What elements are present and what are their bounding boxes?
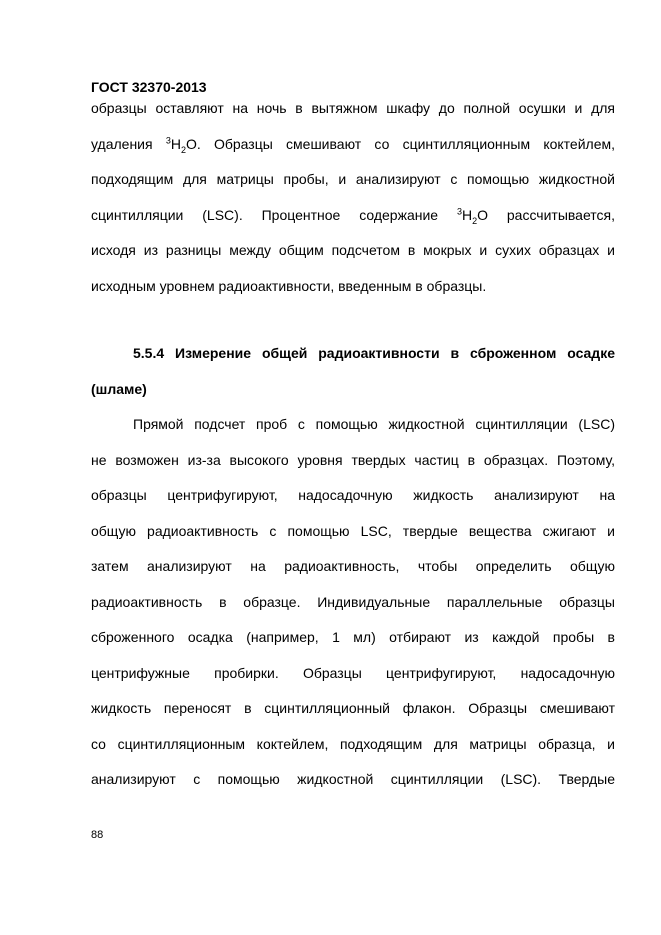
text-fragment: сцинтилляции (LSC). Процентное содержание <box>91 206 457 223</box>
text-line: исходным уровнем радиоактивности, введенным в образцы. <box>91 277 487 294</box>
text-fragment: O рассчитывается, <box>477 206 615 223</box>
superscript: 3 <box>456 205 462 216</box>
text-line: подходящим для матрицы пробы, и анализируют с помощью жидкостной <box>91 171 615 187</box>
text-fragment: удаления <box>91 135 166 152</box>
page-number: 88 <box>91 829 104 841</box>
text-fragment: O. Образцы смешивают со сцинтилляционным коктейлем, <box>185 135 615 152</box>
text-line: центрифужные пробирки. Образцы центрифугируют, надосадочную <box>91 664 615 681</box>
text-line: общую радиоактивность с помощью LSC, твердые вещества сжигают и <box>91 522 615 539</box>
text-line <box>91 198 615 234</box>
subscript: 2 <box>472 215 478 226</box>
subscript: 2 <box>180 144 186 155</box>
text-line: сброженного осадка (например, 1 мл) отбирают из каждой пробы в <box>91 629 615 645</box>
paragraph <box>91 407 615 798</box>
text-line: затем анализируют на радиоактивность, чтобы определить общую <box>91 558 615 574</box>
document-header: ГОСТ 32370-2013 <box>91 79 207 95</box>
text-line: жидкость переносят в сцинтилляционный флакон. Образцы смешивают <box>91 700 615 716</box>
text-line: анализируют с помощью жидкостной сцинтилляции (LSC). Твердые <box>91 771 615 787</box>
superscript: 3 <box>165 134 171 145</box>
text-line: со сцинтилляционным коктейлем, подходящим для матрицы образца, и <box>91 735 615 752</box>
paragraph-continuation <box>91 91 615 304</box>
heading-line: (шламе) <box>91 380 147 397</box>
text-line <box>91 127 615 163</box>
text-line: образцы центрифугируют, надосадочную жидкость анализируют на <box>91 487 615 503</box>
text-line: образцы оставляют на ночь в вытяжном шкафу до полной осушки и для <box>91 100 615 116</box>
text-line: радиоактивность в образце. Индивидуальные параллельные образцы <box>91 593 615 610</box>
text-line: Прямой подсчет проб с помощью жидкостной сцинтилляции (LSC) <box>133 416 615 432</box>
text-line: исходя из разницы между общим подсчетом в мокрых и сухих образцах и <box>91 242 615 258</box>
text-fragment: H <box>170 135 181 152</box>
section-heading <box>91 336 615 407</box>
text-line: не возможен из-за высокого уровня твердых частиц в образцах. Поэтому, <box>91 451 615 468</box>
text-fragment: H <box>461 206 473 223</box>
heading-line: 5.5.4 Измерение общей радиоактивности в сброженном осадке <box>133 345 615 361</box>
